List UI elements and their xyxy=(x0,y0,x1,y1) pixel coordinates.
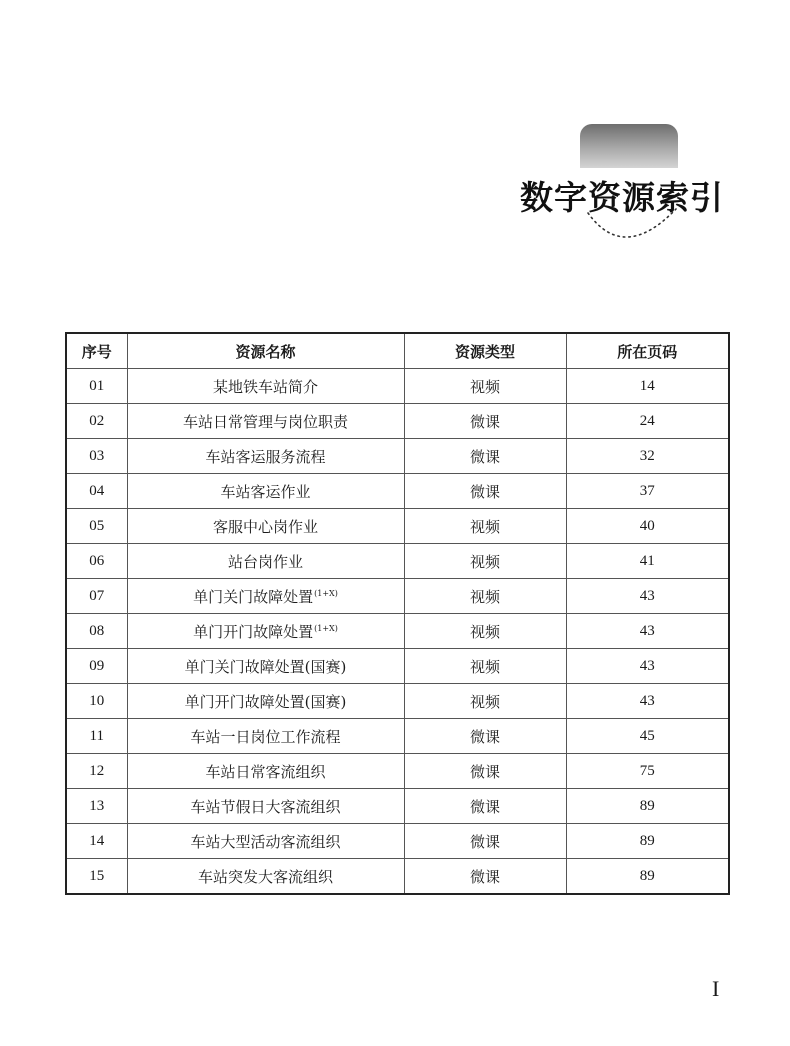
cell-number xyxy=(66,579,127,614)
cell-resource-name xyxy=(127,614,404,649)
cell-resource-name-text: 站台岗作业 xyxy=(227,552,303,571)
cell-page-text: 45 xyxy=(639,727,655,744)
cell-resource-type-text: 微课 xyxy=(469,762,500,781)
cell-page-text: 43 xyxy=(639,587,655,604)
cell-resource-type-text: 视频 xyxy=(469,587,500,606)
cell-page xyxy=(566,684,729,719)
cell-number xyxy=(66,859,127,895)
cell-page xyxy=(566,579,729,614)
table-row xyxy=(66,754,729,789)
header-resource-name: 资源名称 xyxy=(127,333,404,369)
table-row xyxy=(66,649,729,684)
cell-number xyxy=(66,369,127,404)
cell-resource-type xyxy=(404,579,566,614)
cell-resource-type xyxy=(404,859,566,895)
cell-resource-name-text: 车站日常管理与岗位职责 xyxy=(182,412,348,431)
cell-page-text: 37 xyxy=(639,482,655,499)
resource-index-table xyxy=(65,332,730,895)
cell-resource-type-text: 微课 xyxy=(469,447,500,466)
cell-page-text: 43 xyxy=(639,657,655,674)
cell-resource-name xyxy=(127,369,404,404)
table-row xyxy=(66,579,729,614)
cell-resource-name-text: 车站日常客流组织 xyxy=(205,762,326,781)
cell-resource-name xyxy=(127,544,404,579)
cell-number-text: 12 xyxy=(89,762,105,779)
table-row xyxy=(66,404,729,439)
cell-page xyxy=(566,719,729,754)
cell-page-text: 14 xyxy=(639,377,655,394)
cell-resource-name xyxy=(127,439,404,474)
cell-page-text: 40 xyxy=(639,517,655,534)
cell-resource-type xyxy=(404,474,566,509)
cell-page xyxy=(566,369,729,404)
cell-page-text: 89 xyxy=(639,797,655,814)
cell-page xyxy=(566,544,729,579)
cell-resource-name xyxy=(127,404,404,439)
cell-resource-name xyxy=(127,509,404,544)
cell-resource-name-text: 车站一日岗位工作流程 xyxy=(190,727,341,746)
cell-resource-type xyxy=(404,684,566,719)
cell-resource-name-text: 单门开门故障处置(国赛) xyxy=(184,692,347,711)
table-row xyxy=(66,719,729,754)
cell-number-text: 04 xyxy=(89,482,105,499)
cell-resource-type-text: 微课 xyxy=(469,867,500,886)
cell-number xyxy=(66,614,127,649)
title-dotted-arc xyxy=(584,203,680,257)
cell-page xyxy=(566,754,729,789)
cell-number-text: 01 xyxy=(89,377,105,394)
cell-number-text: 03 xyxy=(89,447,105,464)
cell-number xyxy=(66,789,127,824)
cell-resource-type xyxy=(404,404,566,439)
certification-note: (1+X) xyxy=(314,588,338,598)
cell-resource-type-text: 视频 xyxy=(469,657,500,676)
certification-note: (1+X) xyxy=(314,623,338,633)
cell-number-text: 09 xyxy=(89,657,105,674)
header-resource-type: 资源类型 xyxy=(404,333,566,369)
cell-resource-name-text: 某地铁车站简介 xyxy=(212,377,318,396)
table-row xyxy=(66,789,729,824)
cell-number-text: 14 xyxy=(89,832,105,849)
cell-number xyxy=(66,754,127,789)
cell-resource-name xyxy=(127,579,404,614)
cell-resource-name xyxy=(127,684,404,719)
cell-resource-type xyxy=(404,754,566,789)
cell-number xyxy=(66,719,127,754)
cell-resource-type-text: 视频 xyxy=(469,377,500,396)
cell-page-text: 89 xyxy=(639,832,655,849)
table-row xyxy=(66,369,729,404)
cell-resource-name-text: 单门关门故障处置 xyxy=(193,587,314,606)
cell-resource-type-text: 微课 xyxy=(469,482,500,501)
cell-resource-type xyxy=(404,369,566,404)
cell-resource-name xyxy=(127,474,404,509)
cell-number xyxy=(66,824,127,859)
cell-number-text: 13 xyxy=(89,797,105,814)
header-number: 序号 xyxy=(66,333,127,369)
table-row xyxy=(66,439,729,474)
cell-resource-type xyxy=(404,509,566,544)
cell-resource-name-text: 单门关门故障处置(国赛) xyxy=(184,657,347,676)
cell-number xyxy=(66,649,127,684)
cell-number xyxy=(66,509,127,544)
cell-number-text: 10 xyxy=(89,692,105,709)
cell-resource-name xyxy=(127,824,404,859)
table-row xyxy=(66,614,729,649)
cell-page xyxy=(566,824,729,859)
cell-resource-type xyxy=(404,824,566,859)
table-row xyxy=(66,684,729,719)
cell-number-text: 05 xyxy=(89,517,105,534)
cell-resource-name-text: 车站突发大客流组织 xyxy=(197,867,333,886)
cell-resource-name-text: 车站客运服务流程 xyxy=(205,447,326,466)
cell-resource-type xyxy=(404,614,566,649)
cell-number-text: 08 xyxy=(89,622,105,639)
table-row xyxy=(66,544,729,579)
cell-number xyxy=(66,544,127,579)
cell-resource-name xyxy=(127,649,404,684)
cell-resource-name xyxy=(127,719,404,754)
cell-resource-type xyxy=(404,544,566,579)
cell-number-text: 06 xyxy=(89,552,105,569)
cell-number xyxy=(66,404,127,439)
cell-page xyxy=(566,789,729,824)
cell-page-text: 43 xyxy=(639,622,655,639)
cell-resource-type xyxy=(404,649,566,684)
cell-page xyxy=(566,404,729,439)
cell-page-text: 24 xyxy=(639,412,655,429)
cell-page xyxy=(566,614,729,649)
table-row xyxy=(66,859,729,895)
cell-number-text: 15 xyxy=(89,867,105,884)
cell-page xyxy=(566,649,729,684)
cell-number xyxy=(66,474,127,509)
cell-resource-name-text: 单门开门故障处置 xyxy=(193,622,314,641)
cell-page xyxy=(566,439,729,474)
cell-page-text: 43 xyxy=(639,692,655,709)
cell-resource-type-text: 视频 xyxy=(469,552,500,571)
cell-number-text: 07 xyxy=(89,587,105,604)
cell-resource-name xyxy=(127,859,404,895)
table-row xyxy=(66,509,729,544)
cell-resource-type xyxy=(404,439,566,474)
cell-page xyxy=(566,509,729,544)
cell-resource-type-text: 微课 xyxy=(469,412,500,431)
cell-resource-type-text: 微课 xyxy=(469,832,500,851)
cell-page xyxy=(566,474,729,509)
cell-resource-type-text: 视频 xyxy=(469,622,500,641)
page-title: 数字资源索引 xyxy=(520,178,724,217)
header-page: 所在页码 xyxy=(566,333,729,369)
table-header-row xyxy=(66,333,729,369)
cell-resource-name-text: 车站大型活动客流组织 xyxy=(190,832,341,851)
cell-resource-type-text: 视频 xyxy=(469,517,500,536)
cell-resource-type-text: 视频 xyxy=(469,692,500,711)
cell-page-text: 41 xyxy=(639,552,655,569)
cell-resource-name-text: 客服中心岗作业 xyxy=(212,517,318,536)
table-row xyxy=(66,824,729,859)
cell-resource-type-text: 微课 xyxy=(469,797,500,816)
cell-page-text: 89 xyxy=(639,867,655,884)
cell-page xyxy=(566,859,729,895)
cell-resource-type-text: 微课 xyxy=(469,727,500,746)
cell-resource-name-text: 车站客运作业 xyxy=(220,482,311,501)
cell-resource-name xyxy=(127,754,404,789)
cell-resource-name xyxy=(127,789,404,824)
cell-number-text: 11 xyxy=(89,727,104,744)
title-decoration-tab xyxy=(580,124,678,168)
cell-page-text: 75 xyxy=(639,762,655,779)
table-row xyxy=(66,474,729,509)
cell-resource-type xyxy=(404,789,566,824)
cell-number xyxy=(66,439,127,474)
cell-resource-name-text: 车站节假日大客流组织 xyxy=(190,797,341,816)
cell-resource-type xyxy=(404,719,566,754)
cell-number xyxy=(66,684,127,719)
cell-number-text: 02 xyxy=(89,412,105,429)
page-number: I xyxy=(712,976,720,1001)
cell-page-text: 32 xyxy=(639,447,655,464)
